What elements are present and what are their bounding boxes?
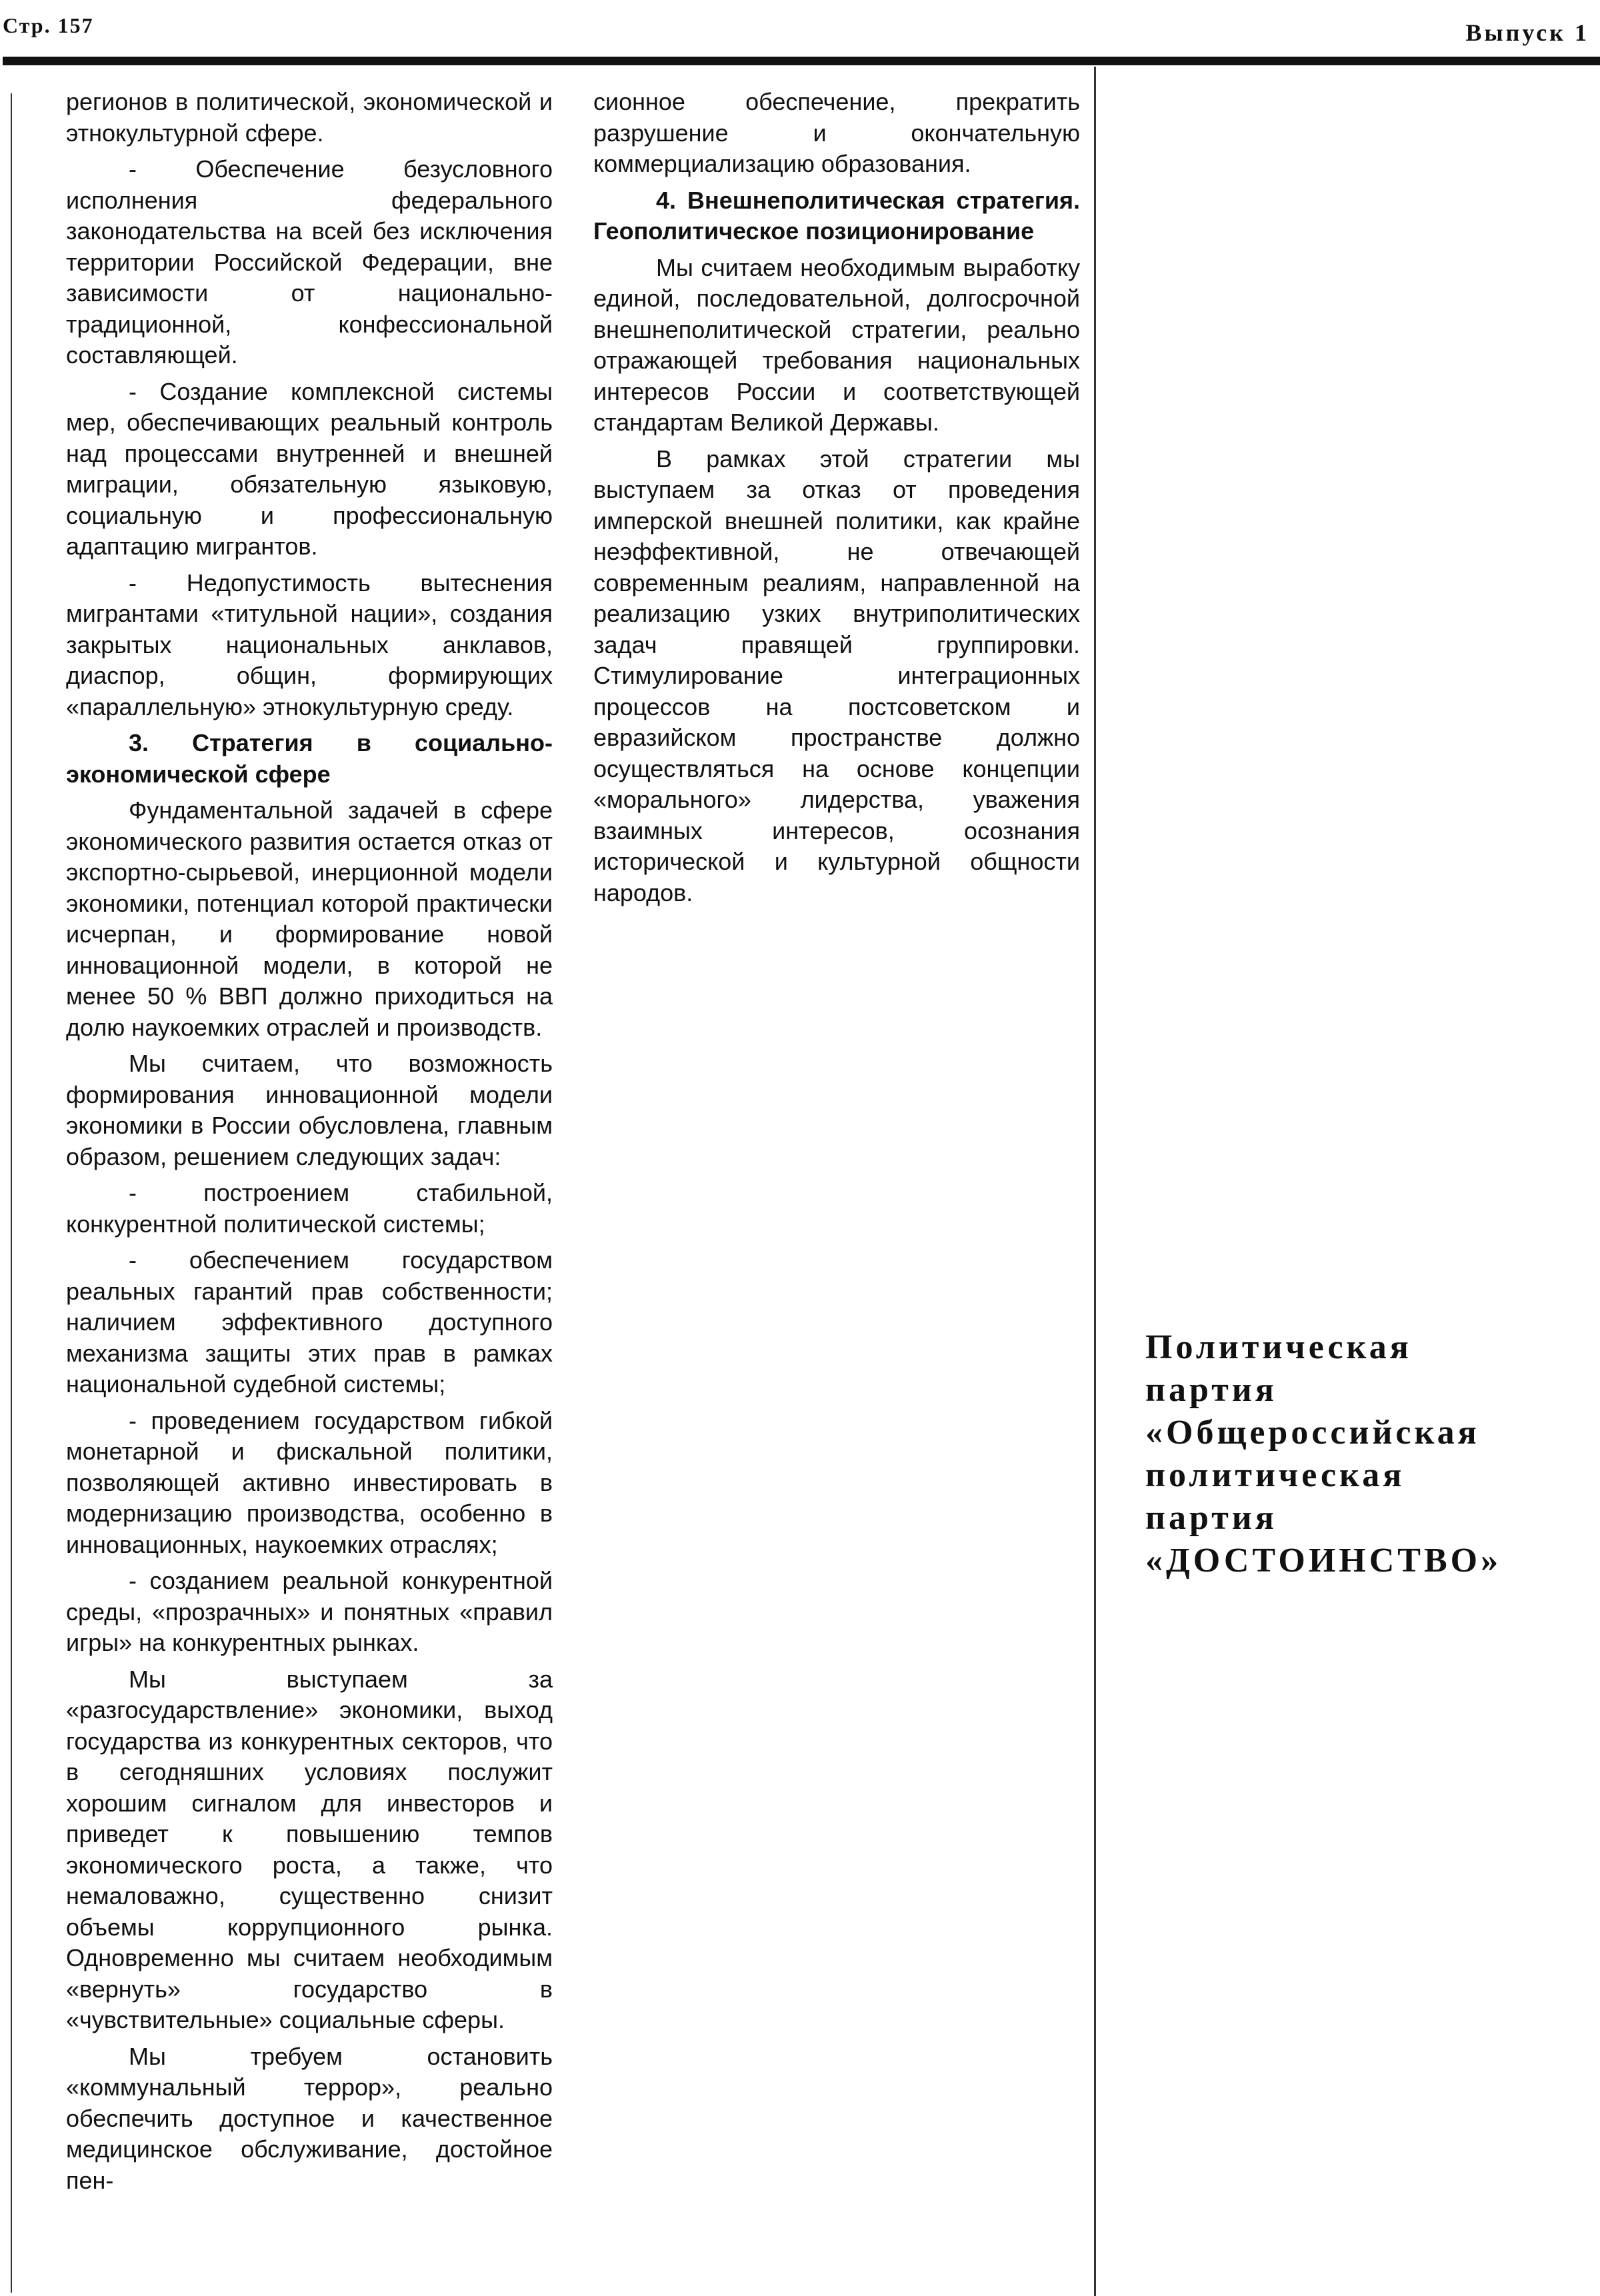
paragraph: В рамках этой стратегии мы выступаем за отказ от проведения имперской внешней политики, как крайне неэффективной, не отвечающей современным реалиям, направленной на реализацию узких внутриполитических задач правящей группировки. Стимулирование интеграционных процессов на постсоветском и евразийском пространстве должно осуществляться на основе концепции «морального» лидерства, уважения взаимных интересов, осознания исторической и культурной общности народов. xyxy=(593,445,1080,906)
party-title-line: «Общероссийская xyxy=(1145,1414,1480,1452)
issue-number: Выпуск 1 xyxy=(1465,19,1589,46)
list-item: - построением стабильной, конкурентной политической системы; xyxy=(66,1179,553,1238)
paragraph: Мы считаем, что возможность формирования инновационной модели экономики в России обусловлена, главным образом, решением следующих задач: xyxy=(66,1050,553,1170)
list-item: - Создание комплексной системы мер, обеспечивающих реальный контроль над процессами внутренней и внешней миграции, обязательную языковую, социальную и профессиональную адаптацию мигрантов. xyxy=(66,377,553,560)
list-item: - проведением государством гибкой монетарной и фискальной политики, позволяющей активно инвестировать в модернизацию производства, особенно в инновационных, наукоемких отраслях; xyxy=(66,1406,553,1558)
paragraph: Мы требуем остановить «коммунальный террор», реально обеспечить доступное и качественное медицинское обслуживание, достойное пен- xyxy=(66,2042,553,2194)
paragraph: регионов в политической, экономической и этнокультурной сфере. xyxy=(66,88,553,147)
header-rule xyxy=(3,57,1600,65)
list-item: - обеспечением государством реальных гарантий прав собственности; наличием эффективного доступного механизма защиты этих прав в рамках национальной судебной системы; xyxy=(66,1246,553,1398)
party-title xyxy=(1145,1326,1585,1582)
party-title-line: «ДОСТОИНСТВО» xyxy=(1145,1542,1502,1580)
text-column-1 xyxy=(66,87,553,2201)
paragraph: Мы выступаем за «разгосударствление» экономики, выход государства из конкурентных секторов, что в сегодняшних условиях послужит хорошим сигналом для инвесторов и приведет к повышению темпов экономического роста, а также, что немаловажно, существенно снизит объемы коррупционного рынка. Одновременно мы считаем необходимым «вернуть» государство в «чувствительные» социальные сферы. xyxy=(66,1665,553,2033)
party-title-line: партия xyxy=(1145,1371,1277,1409)
text-column-2 xyxy=(593,87,1080,914)
party-title-line: партия xyxy=(1145,1499,1277,1537)
list-item: - созданием реальной конкурентной среды, «прозрачных» и понятных «правил игры» на конкурентных рынках. xyxy=(66,1567,553,1656)
section-heading-4: 4. Внешнеполитическая стратегия. Геополитическое позиционирование xyxy=(593,186,1080,245)
paragraph: Мы считаем необходимым выработку единой, последовательной, долгосрочной внешнеполитической стратегии, реально отражающей требования национальных интересов России и соответствующей стандартам Великой Державы. xyxy=(593,253,1080,436)
list-item: - Обеспечение безусловного исполнения федерального законодательства на всей без исключения территории Российской Федерации, вне зависимости от национально-традиционной, конфессиональной составляющей. xyxy=(66,155,553,369)
paragraph: сионное обеспечение, прекратить разрушение и окончательную коммерциализацию образования. xyxy=(593,88,1080,177)
left-column-rule xyxy=(11,93,12,2293)
party-title-line: политическая xyxy=(1145,1456,1405,1494)
list-item: - Недопустимость вытеснения мигрантами «титульной нации», создания закрытых национальных анклавов, диаспор, общин, формирующих «параллельную» этнокультурную среду. xyxy=(66,569,553,720)
section-heading-3: 3. Стратегия в социально-экономической сфере xyxy=(66,729,553,788)
paragraph: Фундаментальной задачей в сфере экономического развития остается отказ от экспортно-сырьевой, инерционной модели экономики, потенциал которой практически исчерпан, и формирование новой инновационной модели, в которой не менее 50 % ВВП должно приходиться на долю наукоемких отраслей и производств. xyxy=(66,796,553,1041)
sidebar-divider xyxy=(1094,67,1096,2296)
page-number: Стр. 157 xyxy=(3,13,94,37)
party-title-line: Политическая xyxy=(1145,1328,1412,1366)
